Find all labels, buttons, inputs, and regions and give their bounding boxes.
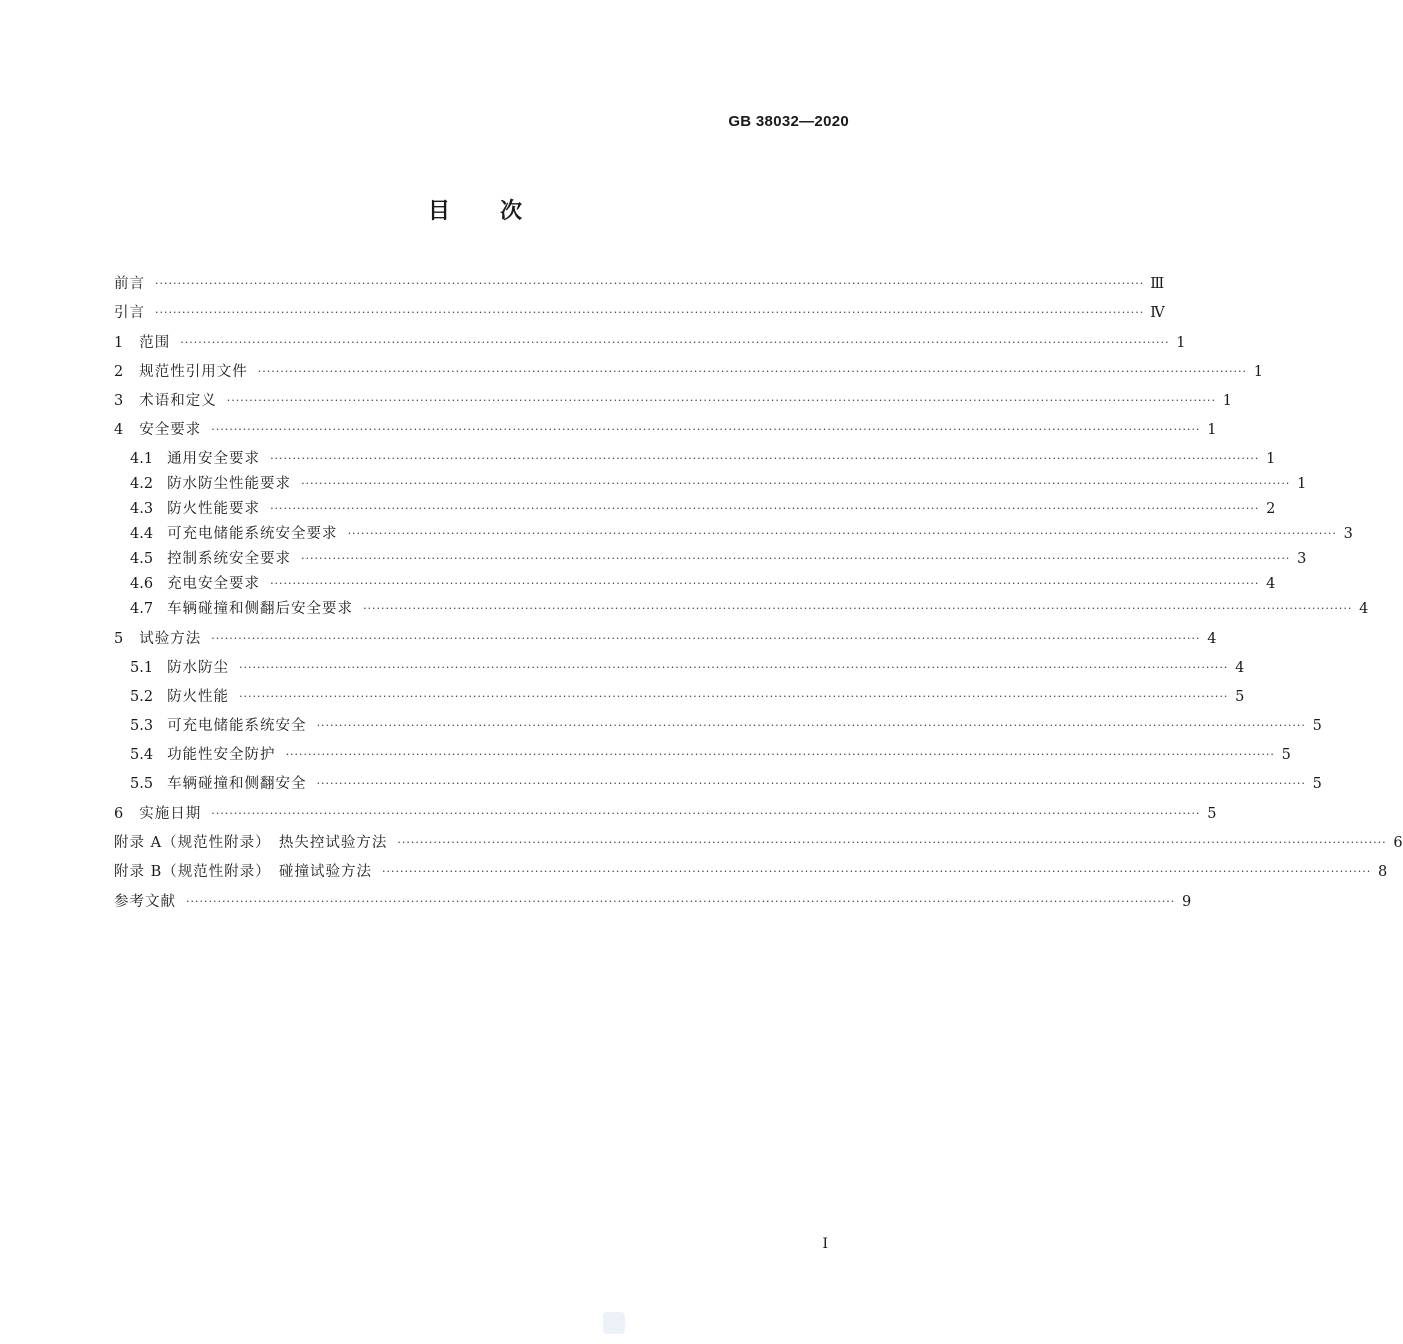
- toc-entry-page: 2: [1266, 501, 1276, 517]
- toc-entry-page: 4: [1207, 631, 1217, 647]
- toc-entry[interactable]: [114, 360, 1263, 384]
- toc-entry-number: 5.4: [130, 747, 154, 763]
- toc-entry-number: 4.4: [130, 526, 154, 542]
- toc-entry-title: 通用安全要求: [167, 451, 261, 467]
- toc-entry[interactable]: [130, 472, 1307, 496]
- toc-entry[interactable]: [130, 547, 1307, 571]
- toc-entry-number: 3: [114, 393, 124, 409]
- toc-leader-dots: ····························································································································································································································: [285, 748, 1275, 761]
- toc-title-char-2: 次: [500, 199, 523, 224]
- toc-entry-title: 前言: [114, 276, 145, 292]
- watermark-logo: [603, 1312, 625, 1334]
- toc-leader-dots: ····························································································································································································································: [270, 502, 1260, 515]
- toc-entry[interactable]: [114, 331, 1186, 355]
- toc-entry-page: 1: [1297, 476, 1307, 492]
- toc-entry-title: 充电安全要求: [167, 576, 261, 592]
- toc-entry-number: 5.1: [130, 660, 154, 676]
- toc-leader-dots: ····························································································································································································································: [180, 336, 1170, 349]
- toc-leader-dots: ····························································································································································································································: [316, 719, 1306, 732]
- toc-entry-title: 引言: [114, 305, 145, 321]
- toc-entry-page: 4: [1266, 576, 1276, 592]
- toc-entry-title: 参考文献: [114, 894, 176, 910]
- toc-entry[interactable]: [114, 418, 1217, 442]
- toc-entry-page: 1: [1222, 393, 1232, 409]
- toc-entry-number: 4.3: [130, 501, 154, 517]
- toc-entry[interactable]: [130, 714, 1322, 738]
- toc-entry-number: 5: [114, 631, 124, 647]
- toc-entry-page: 5: [1312, 718, 1322, 734]
- toc-leader-dots: ····························································································································································································································: [211, 632, 1201, 645]
- toc-entry-title: 可充电储能系统安全: [167, 718, 307, 734]
- toc-entry-page: 5: [1235, 689, 1245, 705]
- toc-entry[interactable]: [130, 656, 1245, 680]
- toc-entry[interactable]: [114, 627, 1217, 651]
- toc-entry-number: 5.5: [130, 776, 154, 792]
- toc-leader-dots: ····························································································································································································································: [347, 527, 1337, 540]
- toc-entry-title: 附录 A（规范性附录） 热失控试验方法: [114, 835, 388, 851]
- toc-entry-title: 试验方法: [139, 631, 202, 647]
- toc-entry-page: 5: [1207, 806, 1217, 822]
- toc-entry-page: Ⅲ: [1150, 276, 1165, 292]
- toc-entry[interactable]: [114, 301, 1165, 325]
- toc-entry-page: 5: [1312, 776, 1322, 792]
- toc-entry-page: Ⅳ: [1150, 305, 1165, 321]
- toc-title: [0, 194, 950, 225]
- toc-entry[interactable]: [130, 772, 1322, 796]
- toc-entry[interactable]: [130, 572, 1276, 596]
- toc-entry-title: 范围: [139, 335, 171, 351]
- toc-entry-number: 4: [114, 422, 124, 438]
- toc-entry-page: 4: [1235, 660, 1245, 676]
- toc-entry-page: 6: [1393, 835, 1403, 851]
- toc-entry-page: 3: [1343, 526, 1353, 542]
- toc-leader-dots: ····························································································································································································································: [226, 394, 1216, 407]
- toc-entry[interactable]: [130, 447, 1276, 471]
- toc-leader-dots: ····························································································································································································································: [239, 690, 1229, 703]
- toc-entry[interactable]: [114, 802, 1217, 826]
- toc-leader-dots: ····························································································································································································································: [316, 777, 1306, 790]
- toc-entry-number: 6: [114, 806, 124, 822]
- toc-entry-title: 防水防尘: [167, 660, 230, 676]
- toc-leader-dots: ····························································································································································································································: [270, 452, 1260, 465]
- toc-entry-title: 可充电储能系统安全要求: [167, 526, 338, 542]
- toc-entry-title: 防水防尘性能要求: [167, 476, 292, 492]
- toc-entry[interactable]: [114, 860, 1388, 884]
- toc-entry-number: 4.5: [130, 551, 154, 567]
- toc-entry-page: 1: [1266, 451, 1276, 467]
- toc-entry-title: 功能性安全防护: [167, 747, 276, 763]
- toc-leader-dots: ····························································································································································································································: [239, 661, 1229, 674]
- toc-leader-dots: ····························································································································································································································: [363, 602, 1353, 615]
- toc-entry[interactable]: [130, 597, 1369, 621]
- toc-entry-number: 2: [114, 364, 124, 380]
- toc-leader-dots: ····························································································································································································································: [211, 807, 1201, 820]
- toc-entry[interactable]: [130, 743, 1291, 767]
- toc-entry-number: 4.7: [130, 601, 154, 617]
- toc-entry-page: 1: [1253, 364, 1263, 380]
- toc-title-char-1: 目: [427, 199, 450, 224]
- toc-leader-dots: ····························································································································································································································: [270, 577, 1260, 590]
- toc-entry-page: 5: [1281, 747, 1291, 763]
- toc-entry-title: 车辆碰撞和侧翻安全: [167, 776, 307, 792]
- toc-entry[interactable]: [130, 497, 1276, 521]
- toc-leader-dots: ····························································································································································································································: [397, 836, 1387, 849]
- toc-entry-number: 5.2: [130, 689, 154, 705]
- toc-entry[interactable]: [114, 389, 1232, 413]
- toc-entry-title: 附录 B（规范性附录） 碰撞试验方法: [114, 864, 373, 880]
- toc-entry-page: 3: [1297, 551, 1307, 567]
- toc-entry-title: 防火性能: [167, 689, 230, 705]
- toc-entry-page: 1: [1176, 335, 1186, 351]
- toc-leader-dots: ····························································································································································································································: [155, 306, 1145, 319]
- toc-entry-number: 4.6: [130, 576, 154, 592]
- toc-entry[interactable]: [130, 685, 1245, 709]
- toc-entry-number: 1: [114, 335, 124, 351]
- toc-entry[interactable]: [114, 831, 1403, 855]
- toc-entry-page: 1: [1207, 422, 1217, 438]
- toc-entry-title: 规范性引用文件: [139, 364, 248, 380]
- toc-leader-dots: ····························································································································································································································: [257, 365, 1247, 378]
- toc-entry-page: 9: [1182, 894, 1192, 910]
- toc-entry-number: 4.2: [130, 476, 154, 492]
- toc-leader-dots: ····························································································································································································································: [301, 477, 1291, 490]
- toc-entry-page: 4: [1359, 601, 1369, 617]
- toc-entry-page: 8: [1378, 864, 1388, 880]
- toc-leader-dots: ····························································································································································································································: [301, 552, 1291, 565]
- toc-entry[interactable]: [114, 272, 1165, 296]
- toc-leader-dots: ····························································································································································································································: [186, 895, 1176, 908]
- toc-entry-title: 术语和定义: [139, 393, 217, 409]
- toc-entry-number: 5.3: [130, 718, 154, 734]
- toc-leader-dots: ····························································································································································································································: [155, 277, 1145, 290]
- toc-entry[interactable]: [130, 522, 1353, 546]
- toc-entry-number: 4.1: [130, 451, 154, 467]
- toc-leader-dots: ····························································································································································································································: [382, 865, 1372, 878]
- toc-entry[interactable]: [114, 890, 1192, 914]
- toc-entry-title: 控制系统安全要求: [167, 551, 292, 567]
- toc-entry-title: 安全要求: [139, 422, 202, 438]
- toc-entry-title: 车辆碰撞和侧翻后安全要求: [167, 601, 354, 617]
- toc-leader-dots: ····························································································································································································································: [211, 423, 1201, 436]
- standard-code: GB 38032—2020: [728, 113, 849, 130]
- toc-entry-title: 实施日期: [139, 806, 202, 822]
- page-number: I: [822, 1236, 828, 1252]
- toc-entry-title: 防火性能要求: [167, 501, 261, 517]
